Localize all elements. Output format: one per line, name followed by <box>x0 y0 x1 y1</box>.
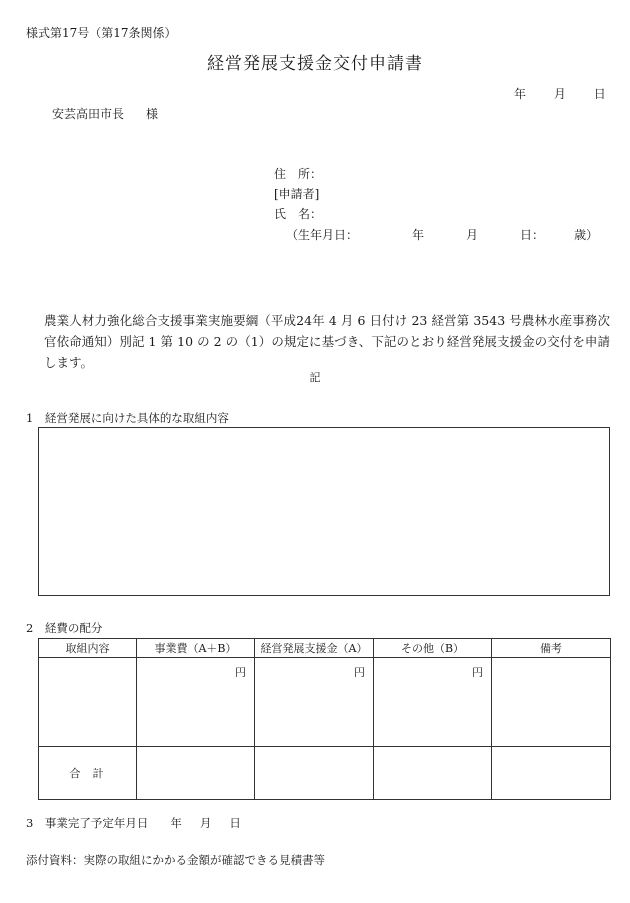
remarks-cell[interactable] <box>492 658 611 747</box>
section2-heading: 2 経費の配分 <box>26 621 103 635</box>
total-project-cost-cell[interactable] <box>137 747 255 800</box>
attachment-note: 添付資料：実際の取組にかかる金額が確認できる見積書等 <box>26 853 325 867</box>
total-remarks-cell[interactable] <box>492 747 611 800</box>
header-project-cost: 事業費（A＋B） <box>137 639 255 658</box>
birth-day-label: 日： <box>520 228 545 242</box>
addressee-honorific: 様 <box>146 107 159 121</box>
section3-heading: 3 事業完了予定年月日 <box>26 816 149 830</box>
table-row <box>39 658 611 747</box>
initiative-details-field[interactable] <box>38 427 610 596</box>
total-other-cell[interactable] <box>374 747 492 800</box>
completion-month-label: 月 <box>199 816 212 830</box>
project-cost-cell[interactable] <box>137 658 255 747</box>
addressee-name: 安芸高田市長 <box>52 107 125 121</box>
form-number: 様式第17号（第17条関係） <box>26 26 177 40</box>
unit-yen: 円 <box>354 666 365 679</box>
address-label: 住 所： <box>274 167 323 181</box>
birth-month-label: 月 <box>466 228 479 242</box>
initiative-cell[interactable] <box>39 658 137 747</box>
table-header-row <box>39 639 611 658</box>
date-year-label: 年 <box>514 87 527 101</box>
header-initiative: 取組内容 <box>39 639 137 658</box>
date-day-label: 日 <box>593 87 606 101</box>
header-remarks: 備考 <box>492 639 611 658</box>
other-cell[interactable] <box>374 658 492 747</box>
birth-year-label: 年 <box>412 228 425 242</box>
completion-day-label: 日 <box>229 816 241 830</box>
total-row <box>39 747 611 800</box>
application-statement: 農業人材力強化総合支援事業実施要綱（平成24年 4 月 6 日付け 23 経営第 3543 号農林水産事務次官依命通知）別記 1 第 10 の 2 の（1）の規定に基づき、下記のとおり経営発展支援金の交付を申請します。 <box>44 313 610 370</box>
ki-heading: 記 <box>309 371 321 384</box>
applicant-label: [申請者] <box>274 187 320 201</box>
expense-allocation-table <box>38 638 611 800</box>
date-month-label: 月 <box>553 87 566 101</box>
unit-yen: 円 <box>472 666 483 679</box>
support-fund-cell[interactable] <box>255 658 374 747</box>
total-support-fund-cell[interactable] <box>255 747 374 800</box>
birth-open-label: （生年月日： <box>286 228 359 242</box>
section3-completion-date <box>26 818 241 830</box>
document-title: 経営発展支援金交付申請書 <box>207 54 423 74</box>
header-other: その他（B） <box>374 639 492 658</box>
birth-date-line <box>286 229 598 241</box>
section1-heading: 1 経営発展に向けた具体的な取組内容 <box>26 411 229 425</box>
header-support-fund: 経営発展支援金（A） <box>255 639 374 658</box>
completion-year-label: 年 <box>170 816 182 830</box>
total-label: 合計 <box>39 747 137 800</box>
application-date <box>514 88 606 100</box>
birth-age-label: 歳） <box>574 228 599 242</box>
addressee <box>52 108 158 120</box>
name-label: 氏 名： <box>274 207 323 221</box>
unit-yen: 円 <box>235 666 246 679</box>
